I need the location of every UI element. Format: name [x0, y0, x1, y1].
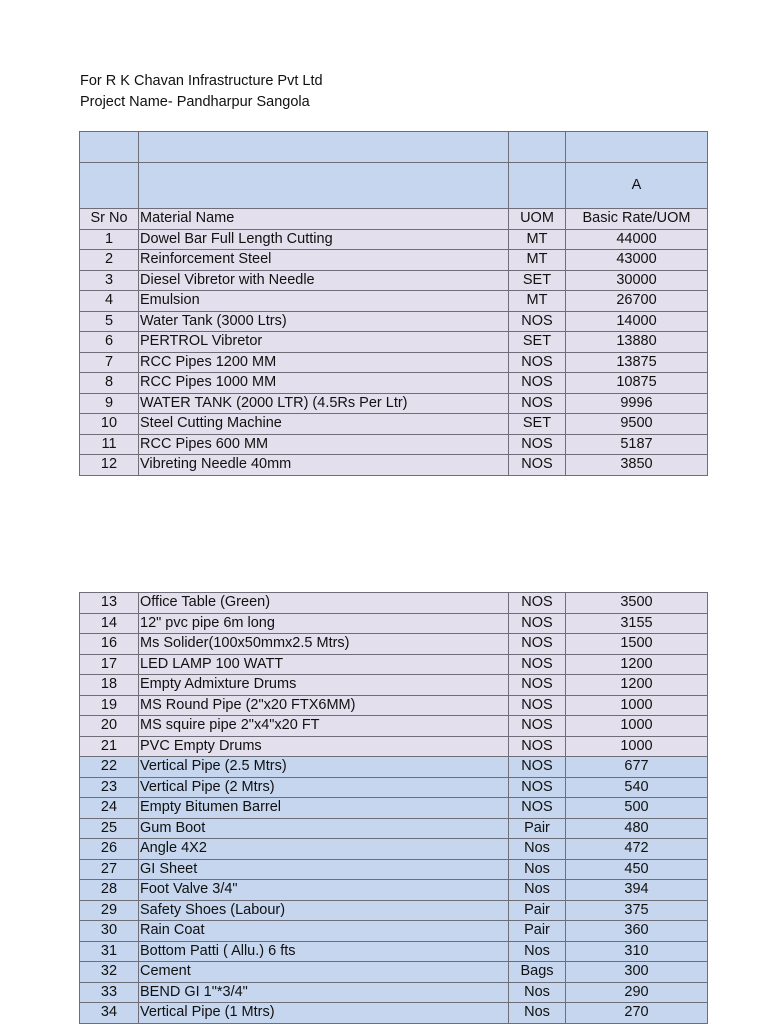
sr-no-cell: 34	[80, 1003, 139, 1024]
uom-cell: Bags	[509, 962, 566, 983]
uom-cell: Nos	[509, 880, 566, 901]
table-row	[80, 798, 708, 819]
table-row	[80, 900, 708, 921]
table-row	[80, 757, 708, 778]
sr-no-cell: 30	[80, 921, 139, 942]
blank-cell	[566, 132, 708, 163]
uom-cell: SET	[509, 270, 566, 291]
uom-cell: NOS	[509, 736, 566, 757]
table-row	[80, 414, 708, 435]
rate-cell: 310	[566, 941, 708, 962]
table-row	[80, 311, 708, 332]
material-name-cell: Steel Cutting Machine	[139, 414, 509, 435]
material-name-cell: Cement	[139, 962, 509, 983]
uom-cell: NOS	[509, 352, 566, 373]
material-name-cell: BEND GI 1"*3/4"	[139, 982, 509, 1003]
material-name-cell: PERTROL Vibretor	[139, 332, 509, 353]
material-name-cell: LED LAMP 100 WATT	[139, 654, 509, 675]
sr-no-cell: 8	[80, 373, 139, 394]
column-header-row	[80, 209, 708, 230]
uom-cell: Pair	[509, 900, 566, 921]
material-name-cell: RCC Pipes 1200 MM	[139, 352, 509, 373]
materials-table-top	[79, 131, 708, 476]
rate-cell: 1000	[566, 716, 708, 737]
uom-cell: MT	[509, 291, 566, 312]
table-row	[80, 455, 708, 476]
material-name-cell: Empty Bitumen Barrel	[139, 798, 509, 819]
rate-cell: 26700	[566, 291, 708, 312]
material-name-cell: PVC Empty Drums	[139, 736, 509, 757]
sr-no-cell: 7	[80, 352, 139, 373]
material-name-cell: Vertical Pipe (2.5 Mtrs)	[139, 757, 509, 778]
material-name-cell: RCC Pipes 1000 MM	[139, 373, 509, 394]
rate-cell: 290	[566, 982, 708, 1003]
header-basic-rate: Basic Rate/UOM	[566, 209, 708, 230]
rate-cell: 480	[566, 818, 708, 839]
rate-cell: 1000	[566, 736, 708, 757]
table-row	[80, 250, 708, 271]
uom-cell: NOS	[509, 777, 566, 798]
sr-no-cell: 6	[80, 332, 139, 353]
material-name-cell: Emulsion	[139, 291, 509, 312]
sr-no-cell: 9	[80, 393, 139, 414]
label-cell	[509, 163, 566, 209]
rate-cell: 9500	[566, 414, 708, 435]
uom-cell: SET	[509, 414, 566, 435]
sr-no-cell: 14	[80, 613, 139, 634]
rate-cell: 3500	[566, 593, 708, 614]
uom-cell: NOS	[509, 634, 566, 655]
rate-cell: 43000	[566, 250, 708, 271]
rate-cell: 44000	[566, 229, 708, 250]
material-name-cell: GI Sheet	[139, 859, 509, 880]
sr-no-cell: 20	[80, 716, 139, 737]
uom-cell: Nos	[509, 941, 566, 962]
material-name-cell: 12" pvc pipe 6m long	[139, 613, 509, 634]
material-name-cell: Diesel Vibretor with Needle	[139, 270, 509, 291]
uom-cell: NOS	[509, 593, 566, 614]
table-row	[80, 880, 708, 901]
table-row	[80, 962, 708, 983]
material-name-cell: Safety Shoes (Labour)	[139, 900, 509, 921]
rate-cell: 10875	[566, 373, 708, 394]
material-name-cell: Angle 4X2	[139, 839, 509, 860]
project-name: Project Name- Pandharpur Sangola	[80, 93, 310, 110]
sr-no-cell: 21	[80, 736, 139, 757]
blank-cell	[139, 132, 509, 163]
sr-no-cell: 17	[80, 654, 139, 675]
table-row	[80, 941, 708, 962]
rate-cell: 500	[566, 798, 708, 819]
header-uom: UOM	[509, 209, 566, 230]
table-row	[80, 777, 708, 798]
uom-cell: NOS	[509, 757, 566, 778]
sr-no-cell: 23	[80, 777, 139, 798]
uom-cell: Pair	[509, 818, 566, 839]
material-name-cell: Gum Boot	[139, 818, 509, 839]
table-row	[80, 675, 708, 696]
uom-cell: NOS	[509, 716, 566, 737]
uom-cell: Nos	[509, 1003, 566, 1024]
label-cell	[139, 163, 509, 209]
sr-no-cell: 4	[80, 291, 139, 312]
rate-cell: 13875	[566, 352, 708, 373]
sr-no-cell: 29	[80, 900, 139, 921]
uom-cell: NOS	[509, 695, 566, 716]
uom-cell: Pair	[509, 921, 566, 942]
uom-cell: Nos	[509, 859, 566, 880]
sr-no-cell: 24	[80, 798, 139, 819]
sr-no-cell: 33	[80, 982, 139, 1003]
material-name-cell: Bottom Patti ( Allu.) 6 fts	[139, 941, 509, 962]
rate-cell: 5187	[566, 434, 708, 455]
header-material-name: Material Name	[139, 209, 509, 230]
uom-cell: MT	[509, 250, 566, 271]
rate-cell: 3155	[566, 613, 708, 634]
materials-table-bottom	[79, 592, 708, 1024]
sr-no-cell: 1	[80, 229, 139, 250]
table-row	[80, 291, 708, 312]
table-row	[80, 716, 708, 737]
rate-cell: 677	[566, 757, 708, 778]
rate-cell: 360	[566, 921, 708, 942]
uom-cell: NOS	[509, 798, 566, 819]
table-row	[80, 352, 708, 373]
sr-no-cell: 2	[80, 250, 139, 271]
uom-cell: Nos	[509, 839, 566, 860]
table-row	[80, 593, 708, 614]
rate-cell: 450	[566, 859, 708, 880]
rate-cell: 1200	[566, 675, 708, 696]
material-name-cell: Rain Coat	[139, 921, 509, 942]
material-name-cell: Reinforcement Steel	[139, 250, 509, 271]
uom-cell: NOS	[509, 455, 566, 476]
rate-cell: 1000	[566, 695, 708, 716]
rate-cell: 30000	[566, 270, 708, 291]
company-name: For R K Chavan Infrastructure Pvt Ltd	[80, 73, 323, 89]
table-row	[80, 859, 708, 880]
table-row	[80, 634, 708, 655]
sr-no-cell: 26	[80, 839, 139, 860]
blank-cell	[509, 132, 566, 163]
table-row	[80, 229, 708, 250]
material-name-cell: Vertical Pipe (1 Mtrs)	[139, 1003, 509, 1024]
uom-cell: Nos	[509, 982, 566, 1003]
table-row	[80, 332, 708, 353]
uom-cell: MT	[509, 229, 566, 250]
table-row	[80, 921, 708, 942]
label-cell	[80, 163, 139, 209]
table-row	[80, 434, 708, 455]
column-letter-label: A	[566, 163, 708, 209]
sr-no-cell: 31	[80, 941, 139, 962]
rate-cell: 1200	[566, 654, 708, 675]
uom-cell: NOS	[509, 393, 566, 414]
material-name-cell: Ms Solider(100x50mmx2.5 Mtrs)	[139, 634, 509, 655]
table-row	[80, 736, 708, 757]
sr-no-cell: 32	[80, 962, 139, 983]
sr-no-cell: 13	[80, 593, 139, 614]
sr-no-cell: 22	[80, 757, 139, 778]
table-row	[80, 654, 708, 675]
material-name-cell: WATER TANK (2000 LTR) (4.5Rs Per Ltr)	[139, 393, 509, 414]
material-name-cell: MS Round Pipe (2"x20 FTX6MM)	[139, 695, 509, 716]
header-sr-no: Sr No	[80, 209, 139, 230]
sr-no-cell: 11	[80, 434, 139, 455]
table-row	[80, 270, 708, 291]
table-row	[80, 1003, 708, 1024]
rate-cell: 540	[566, 777, 708, 798]
material-name-cell: Dowel Bar Full Length Cutting	[139, 229, 509, 250]
uom-cell: NOS	[509, 434, 566, 455]
rate-cell: 13880	[566, 332, 708, 353]
rate-cell: 3850	[566, 455, 708, 476]
material-name-cell: RCC Pipes 600 MM	[139, 434, 509, 455]
rate-cell: 14000	[566, 311, 708, 332]
material-name-cell: Vertical Pipe (2 Mtrs)	[139, 777, 509, 798]
table-row	[80, 982, 708, 1003]
table-row	[80, 373, 708, 394]
uom-cell: NOS	[509, 654, 566, 675]
material-name-cell: Foot Valve 3/4"	[139, 880, 509, 901]
rate-cell: 375	[566, 900, 708, 921]
uom-cell: NOS	[509, 373, 566, 394]
material-name-cell: MS squire pipe 2"x4"x20 FT	[139, 716, 509, 737]
sr-no-cell: 16	[80, 634, 139, 655]
sr-no-cell: 18	[80, 675, 139, 696]
uom-cell: NOS	[509, 675, 566, 696]
sr-no-cell: 25	[80, 818, 139, 839]
material-name-cell: Vibreting Needle 40mm	[139, 455, 509, 476]
table-blank-row	[80, 132, 708, 163]
uom-cell: SET	[509, 332, 566, 353]
document-header	[80, 71, 323, 112]
sr-no-cell: 5	[80, 311, 139, 332]
sr-no-cell: 12	[80, 455, 139, 476]
sr-no-cell: 19	[80, 695, 139, 716]
material-name-cell: Office Table (Green)	[139, 593, 509, 614]
rate-cell: 300	[566, 962, 708, 983]
sr-no-cell: 28	[80, 880, 139, 901]
sr-no-cell: 27	[80, 859, 139, 880]
table-row	[80, 695, 708, 716]
blank-cell	[80, 132, 139, 163]
sr-no-cell: 3	[80, 270, 139, 291]
table-row	[80, 839, 708, 860]
uom-cell: NOS	[509, 613, 566, 634]
rate-cell: 472	[566, 839, 708, 860]
rate-cell: 1500	[566, 634, 708, 655]
material-name-cell: Water Tank (3000 Ltrs)	[139, 311, 509, 332]
table-row	[80, 818, 708, 839]
rate-cell: 394	[566, 880, 708, 901]
rate-cell: 9996	[566, 393, 708, 414]
material-name-cell: Empty Admixture Drums	[139, 675, 509, 696]
table-row	[80, 393, 708, 414]
sr-no-cell: 10	[80, 414, 139, 435]
uom-cell: NOS	[509, 311, 566, 332]
table-label-row	[80, 163, 708, 209]
table-row	[80, 613, 708, 634]
rate-cell: 270	[566, 1003, 708, 1024]
